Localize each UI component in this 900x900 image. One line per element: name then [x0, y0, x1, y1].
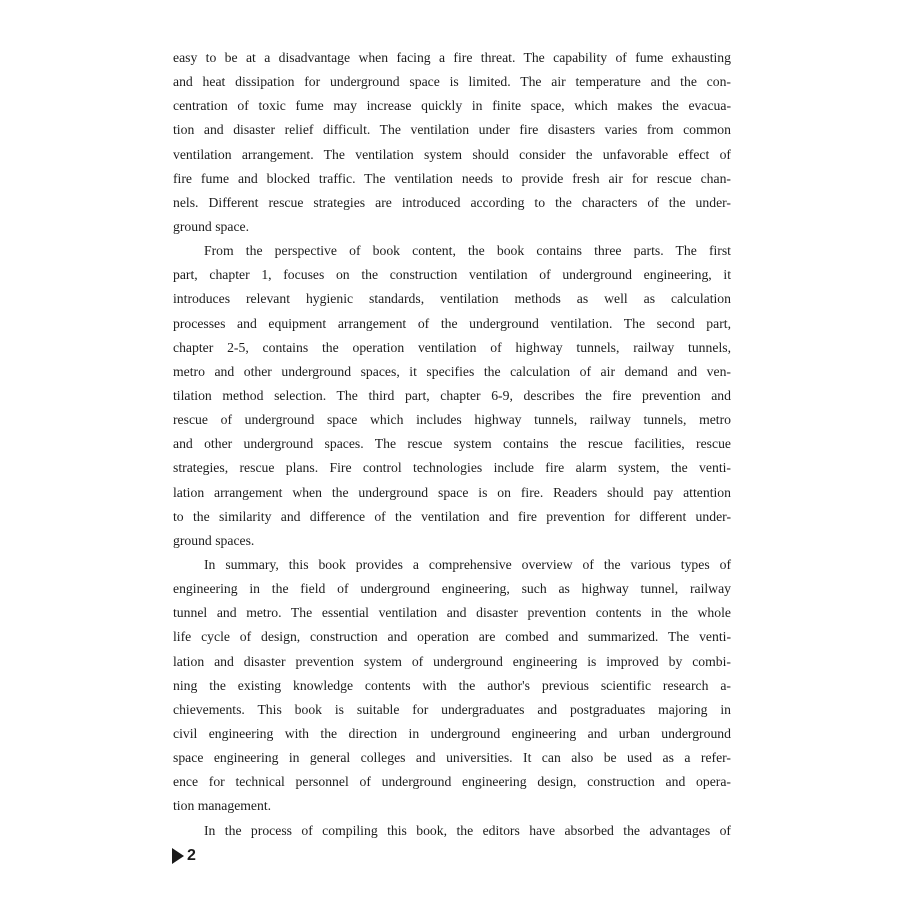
- text-line: ence for technical personnel of underground engineering design, construction and opera-: [173, 774, 731, 790]
- text-line: part, chapter 1, focuses on the construction ventilation of underground engineering, it: [173, 267, 731, 283]
- text-line: lation and disaster prevention system of underground engineering is improved by combi-: [173, 653, 731, 669]
- text-line: chapter 2-5, contains the operation ventilation of highway tunnels, railway tunnels,: [173, 339, 731, 355]
- text-line: tion and disaster relief difficult. The ventilation under fire disasters varies from common: [173, 122, 731, 138]
- paragraph: [173, 46, 731, 239]
- paragraph: [173, 239, 731, 553]
- text-line: rescue of underground space which includes highway tunnels, railway tunnels, metro: [173, 412, 731, 428]
- triangle-right-icon: [172, 848, 184, 864]
- text-line: processes and equipment arrangement of the underground ventilation. The second part,: [173, 315, 731, 331]
- text-line: space engineering in general colleges and universities. It can also be used as a refer-: [173, 750, 731, 766]
- page-footer: [172, 845, 196, 867]
- text-line: fire fume and blocked traffic. The ventilation needs to provide fresh air for rescue chan-: [173, 170, 731, 186]
- page-number: 2: [187, 847, 196, 864]
- text-line: and heat dissipation for underground space is limited. The air temperature and the con-: [173, 74, 731, 90]
- body-text: [173, 46, 731, 843]
- text-line: centration of toxic fume may increase quickly in finite space, which makes the evacua-: [173, 98, 731, 114]
- text-line: life cycle of design, construction and operation are combed and summarized. The venti-: [173, 629, 731, 645]
- text-line: tilation method selection. The third part, chapter 6-9, describes the fire prevention and: [173, 387, 731, 403]
- text-line: ventilation arrangement. The ventilation system should consider the unfavorable effect of: [173, 146, 731, 162]
- text-line: ground space.: [173, 218, 250, 234]
- paragraph: [173, 819, 731, 843]
- text-line: to the similarity and difference of the ventilation and fire prevention for different under-: [173, 508, 731, 524]
- text-line: introduces relevant hygienic standards, ventilation methods as well as calculation: [173, 291, 731, 307]
- text-line: tion management.: [173, 798, 272, 814]
- text-line: chievements. This book is suitable for undergraduates and postgraduates majoring in: [173, 701, 731, 717]
- text-line: In the process of compiling this book, the editors have absorbed the advantages of: [204, 822, 731, 838]
- text-line: nels. Different rescue strategies are introduced according to the characters of the under-: [173, 194, 731, 210]
- text-line: civil engineering with the direction in underground engineering and urban underground: [173, 725, 731, 741]
- paragraph: [173, 553, 731, 819]
- text-line: ning the existing knowledge contents with the author's previous scientific research a-: [173, 677, 731, 693]
- text-line: ground spaces.: [173, 532, 255, 548]
- text-line: easy to be at a disadvantage when facing a fire threat. The capability of fume exhausting: [173, 50, 731, 65]
- text-line: tunnel and metro. The essential ventilation and disaster prevention contents in the whole: [173, 605, 731, 621]
- text-line: From the perspective of book content, the book contains three parts. The first: [204, 243, 731, 259]
- text-line: engineering in the field of underground engineering, such as highway tunnel, railway: [173, 581, 731, 597]
- text-line: and other underground spaces. The rescue system contains the rescue facilities, rescue: [173, 436, 731, 452]
- text-line: In summary, this book provides a comprehensive overview of the various types of: [204, 556, 731, 572]
- text-line: strategies, rescue plans. Fire control technologies include fire alarm system, the venti-: [173, 460, 731, 476]
- text-line: metro and other underground spaces, it specifies the calculation of air demand and ven-: [173, 363, 731, 379]
- text-line: lation arrangement when the underground space is on fire. Readers should pay attention: [173, 484, 731, 500]
